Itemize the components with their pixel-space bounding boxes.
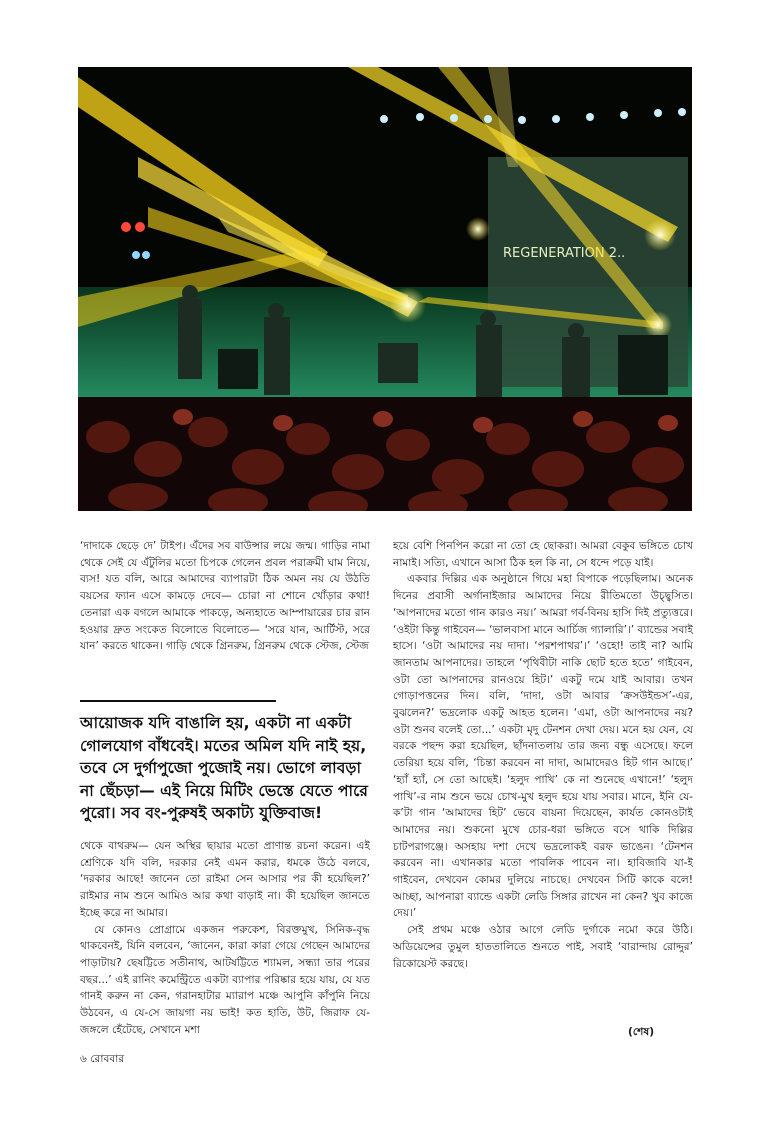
article-right-column — [393, 538, 693, 972]
end-mark: (শেষ) — [628, 1026, 655, 1038]
paragraph: থেকে বাথরুম— যেন অস্থির ছায়ার মতো প্রাণান্ত রচনা করেন। এই শ্রেণিকে যদি বলি, দরকার নেই এমন করার, ধমকে উঠে বলবে, ‘দরকার আছে! জানেন তো রাইমা সেন আসার পর কী হয়েছিল?’ রাইমার নাম শুনে আমিও আর কথা বাড়াই না। কী হয়েছিল জানতে ইচ্ছে করে না আমার। — [80, 840, 370, 919]
pull-quote-rule — [80, 700, 276, 702]
pull-quote — [80, 700, 370, 825]
paragraph: সেই প্রথম মঞ্চে ওঠার আগে লেডি দুর্গাকে নমো করে উঠি। অডিয়েন্সের তুমুল হাততালিতে শুনতে পাই, সবাই ‘বারান্দায় রোদ্দুর’ রিকোয়েস্ট করছে। — [393, 924, 693, 970]
paragraph: যে কোনও প্রোগ্রামে একজন পরুকেশ, বিরক্তমুখ, সিনিক-বৃদ্ধ থাকবেনই, যিনি বলবেন, ‘জানেন, কারা কারা গেয়ে গেছেন আমাদের পাড়াটায়? ছেষট্টিতে সতীনাথ, আটষট্টিতে শ্যামল, সন্ধ্যা তার পরের বছর...’ এই রানিং কমেন্ট্রিতে একটা ব্যাপার পরিষ্কার হয়ে যায়, যে যত গানই করুন না কেন, গরানহাটার ম্যারাপ মঞ্চে আপুনি কাঁপুনি নিয়ে উঠবেন, এ যে-সে জায়গা নয় ভাই! কত হাতি, উট, জিরাফ যে-জঙ্গলে হেঁটেছে, সেখানে মশা — [80, 923, 370, 1036]
concert-photo — [78, 67, 692, 511]
paragraph: হয়ে বেশি পিনপিন করো না তো হে ছোকরা। আমরা বেকুব ভঙ্গিতে চোখ নামাই। সত্যি, এখানে আসা ঠিক হল কি না, সে ধন্দে পড়ে যাই। — [393, 540, 693, 569]
pull-quote-text: আয়োজক যদি বাঙালি হয়, একটা না একটা গোলযোগ বাঁধবেই। মতের অমিল যদি নাই হয়, তবে সে দুর্গাপুজো পুজোই নয়। ভোগে লাবড়া না ছেঁচড়া— এই নিয়ে মিটিং ভেস্তে যেতে পারে পুরো। সব বং-পুরুষই অকাট্য যুক্তিবাজ! — [80, 714, 368, 822]
page-folio: ৬ রোববার — [80, 1053, 125, 1065]
article-left-lower — [80, 838, 370, 1038]
paragraph: ‘দাদাকে ছেড়ে দে’ টাইপ। এঁদের সব বাউন্সার লয়ে জন্ম। গাড়ির নামা থেকে সেই যে এঁটুলির মতো চিপকে গেলেন প্রবল পরাক্রমী ঘাম নিয়ে, ব্যস! যত বলি, আরে আমাদের ব্যাপারটা ঠিক অমন নয় যে উঠতি বয়সের ফ্যান এসে কামড়ে দেবে— চোরা না শোনে খোঁড়ার কথা! তেনারা এক বগলে আমাকে পাকড়ে, অন্যহাতে আম্পায়ারের চার রান হওয়ার দ্রুত সংকেত বিলোতে বিলোতে— ‘সরে যান, আর্টিস্ট, সরে যান’ করতে থাকেন। গাড়ি থেকে গ্রিনরুম, গ্রিনরুম থেকে স্টেজ, স্টেজ — [80, 540, 370, 653]
banner-text: REGENERATION 2.. — [503, 246, 626, 261]
article-left-column — [80, 538, 370, 655]
paragraph: একবার দিল্লির এক অনুষ্ঠানে গিয়ে মহা বিপাকে পড়েছিলাম। অনেক দিনের প্রবাসী অর্গানাইজার আমাদের নিয়ে রীতিমতো উচ্ছ্বসিত। ‘আপনাদের মতো গান কারও নয়।’ আমরা গর্ব-বিনয় হাসি দিই প্রত্যুত্তরে। ‘ওইটা কিন্তু গাইবেন— ‘ভালবাসা মানে আর্চিজ গ্যালারি’।’ ব্যান্ডের সবাই হাসে। ‘ওটা আমাদের নয় দাদা। ‘পরশপাথর’।’ ‘ওহো! তাই না? আমি জানতাম আপনাদের। তাহলে ‘পৃথিবীটা নাকি ছোট হতে হতে’ গাইবেন, ওটা তো আপনাদের রানওয়ে হিট।’ একটু দমে যাই আবার। তখন গোড়াপত্তনের দিন। বলি, ‘দাদা, ওটা আবার ‘ক্রসউইন্ডস’-এর, বুঝলেন?’ ভদ্রলোক একটু আহত হলেন। ‘এমা, ওটা আপনাদের নয়? ওটা শুনব বলেই তো...’ একটা মৃদু টেনশন দেখা দেয়। মনে হয় যেন, যে বরকে পছন্দ করা হয়েছিল, ছাঁদনাতলায় তার জন্য বন্ধু এসেছে। ফলে তেরিয়া হয়ে বলি, ‘চিন্তা করবেন না দাদা, আমাদেরও হিট গান আছে।’ ‘হ্যাঁ হ্যাঁ, সে তো আছেই। ‘হলুদ পাখি’ কে না শুনেছে এখানে!’ ‘হলুদ পাখি’-র নাম শুনে ভয়ে চোখ-মুখ হলুদ হয়ে যায় সবার। মানে, ইনি যে-ক’টা গান ‘আমাদের হিট’ ভেবে বায়না দিয়েছেন, কার্যত কোনওটাই আমাদের নয়। শুকনো মুখে চোর-ধরা ভঙ্গিতে বসে থাকি দিল্লির চাটপরাগঞ্জে। অসহায় দশা দেখে ভদ্রলোকই বরফ ভাঙেন। ‘টেনশন করবেন না। এখানকার মতো পাবলিক পাবেন না। হাবিজাবি যা-ই গাইবেন, দেখবেন কোমর দুলিয়ে নাচছে। দেখবেন সিটি কাকে বলে! আচ্ছা, আপনারা ব্যান্ডে একটা লেডি সিঙ্গার রাখেন না কেন? খুব কাজে দেয়।’ — [393, 573, 693, 920]
